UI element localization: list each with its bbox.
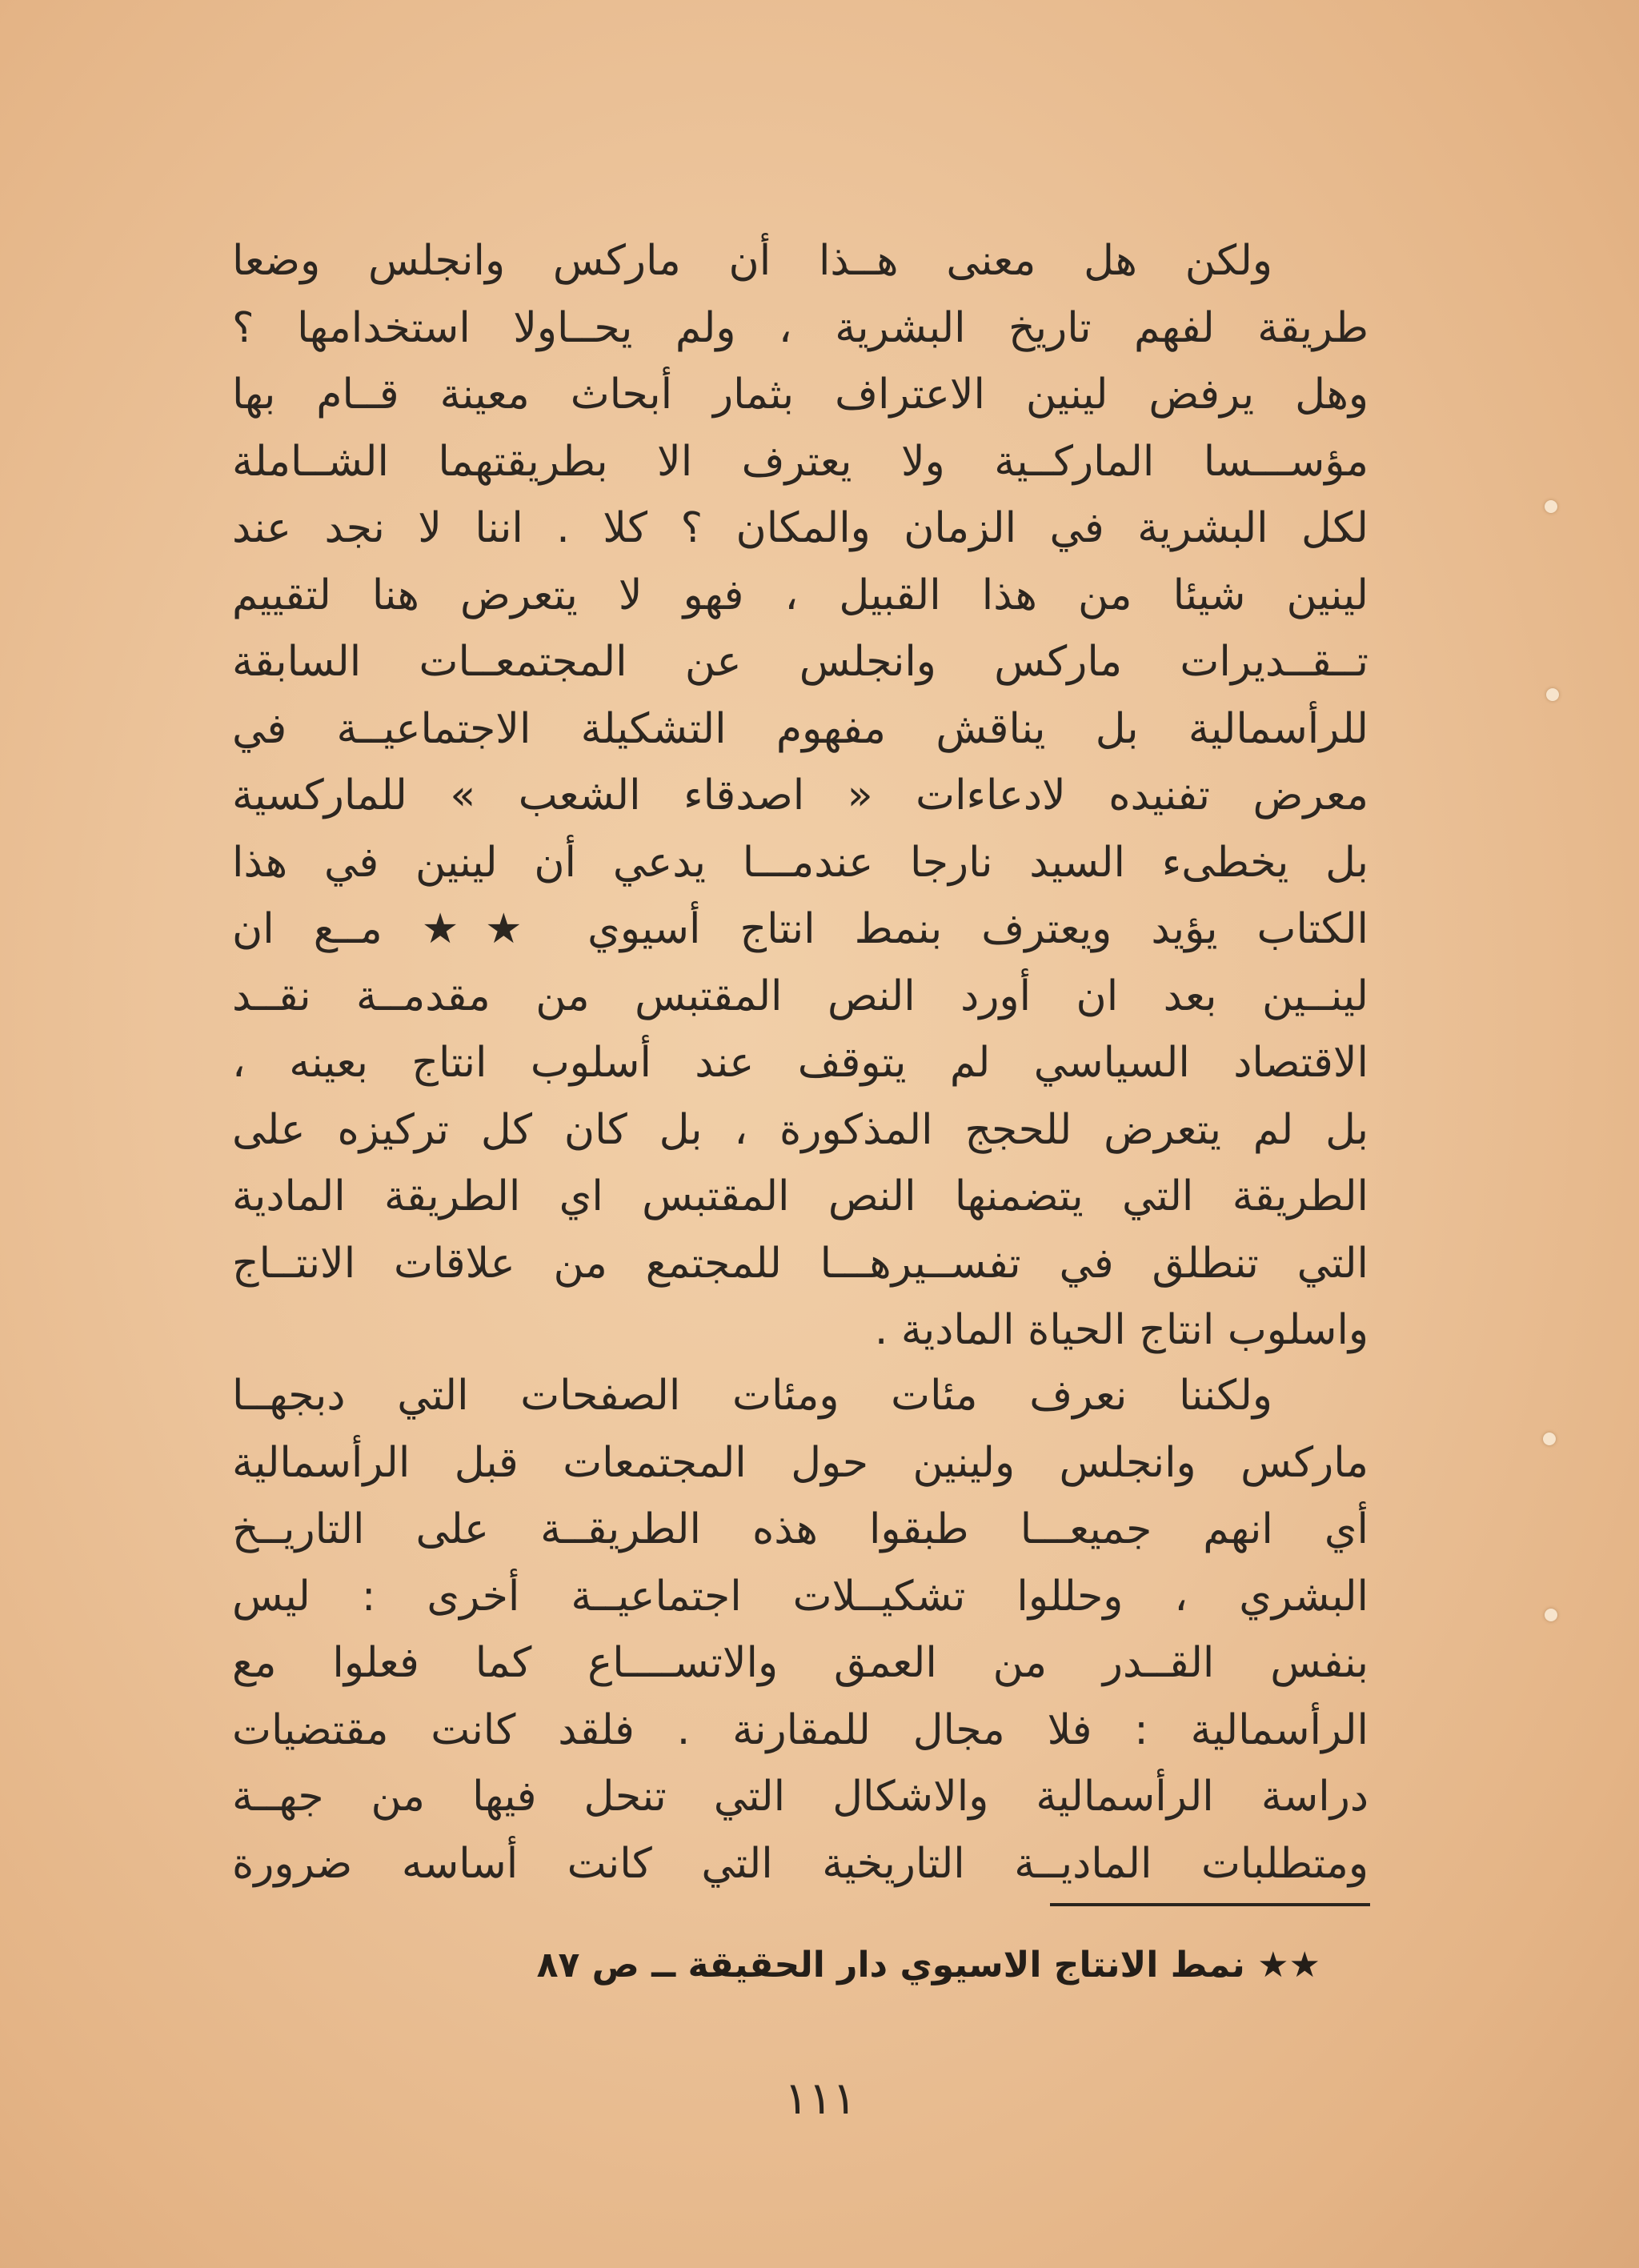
text-line: لينين شيئا من هذا القبيل ، فهو لا يتعرض هنا لتقييم xyxy=(232,571,1369,619)
binding-hole-mark xyxy=(1545,1609,1557,1621)
text-line: البشري ، وحللوا تشكيــلات اجتماعيــة أخرى : ليس xyxy=(232,1572,1369,1621)
text-line: أي انهم جميعـــا طبقوا هذه الطريقــة على التاريــخ xyxy=(232,1505,1369,1553)
text-line: بل يخطىء السيد نارجا عندمـــا يدعي أن لينين في هذا xyxy=(232,838,1369,887)
text-line: دراسة الرأسمالية والاشكال التي تنحل فيها من جهــة xyxy=(232,1773,1369,1821)
text-line: وهل يرفض لينين الاعتراف بثمار أبحاث معينة قــام بها xyxy=(232,371,1369,419)
text-line: الطريقة التي يتضمنها النص المقتبس اي الطريقة المادية xyxy=(232,1172,1369,1220)
text-line: ولكن هل معنى هــذا أن ماركس وانجلس وضعا xyxy=(232,237,1272,285)
text-line: تــقــديرات ماركس وانجلس عن المجتمعــات السابقة xyxy=(232,638,1369,686)
text-line: الكتاب يؤيد ويعترف بنمط انتاج أسيوي ★★ مــع ان xyxy=(232,905,1369,953)
text-line: ماركس وانجلس ولينين حول المجتمعات قبل الرأسمالية xyxy=(232,1438,1369,1487)
text-line: للرأسمالية بل يناقش مفهوم التشكيلة الاجتماعيــة في xyxy=(232,704,1369,753)
text-line: لكل البشرية في الزمان والمكان ؟ كلا . اننا لا نجد عند xyxy=(232,504,1369,552)
page-number: ١١١ xyxy=(783,2073,857,2125)
text-line: طريقة لفهم تاريخ البشرية ، ولم يحــاولا استخدامها ؟ xyxy=(232,303,1369,352)
binding-hole-mark xyxy=(1543,1433,1556,1445)
text-line: بنفس القــدر من العمق والاتســــاع كما فعلوا مع xyxy=(232,1639,1369,1687)
text-line: مؤســـسا الماركــية ولا يعترف الا بطريقتهما الشــاملة xyxy=(232,437,1369,486)
footnote: ★★ نمط الانتاج الاسيوي دار الحقيقة ــ ص ٨٧ xyxy=(536,1945,1320,1986)
text-line: واسلوب انتاج الحياة المادية . xyxy=(874,1306,1369,1354)
text-line: لينــين بعد ان أورد النص المقتبس من مقدمــة نقــد xyxy=(232,972,1369,1020)
paragraph-2 xyxy=(232,1363,1369,1897)
text-line: ولكننا نعرف مئات ومئات الصفحات التي دبجهــا xyxy=(232,1372,1272,1420)
text-line: الرأسمالية : فلا مجال للمقارنة . فلقد كانت مقتضيات xyxy=(232,1705,1369,1754)
binding-hole-mark xyxy=(1545,500,1557,513)
binding-hole-mark xyxy=(1546,688,1559,701)
text-line: التي تنطلق في تفســيرهـــا للمجتمع من علاقات الانتــاج xyxy=(232,1239,1369,1288)
paragraph-1 xyxy=(232,228,1369,1364)
text-line: الاقتصاد السياسي لم يتوقف عند أسلوب انتاج بعينه ، xyxy=(232,1039,1369,1087)
footnote-divider xyxy=(1050,1903,1370,1906)
text-line: ومتطلبات الماديــة التاريخية التي كانت أساسه ضرورة xyxy=(232,1839,1369,1888)
text-line: بل لم يتعرض للحجج المذكورة ، بل كان كل تركيزه على xyxy=(232,1105,1369,1154)
text-line: معرض تفنيده لادعاءات « اصدقاء الشعب » للماركسية xyxy=(232,771,1369,819)
